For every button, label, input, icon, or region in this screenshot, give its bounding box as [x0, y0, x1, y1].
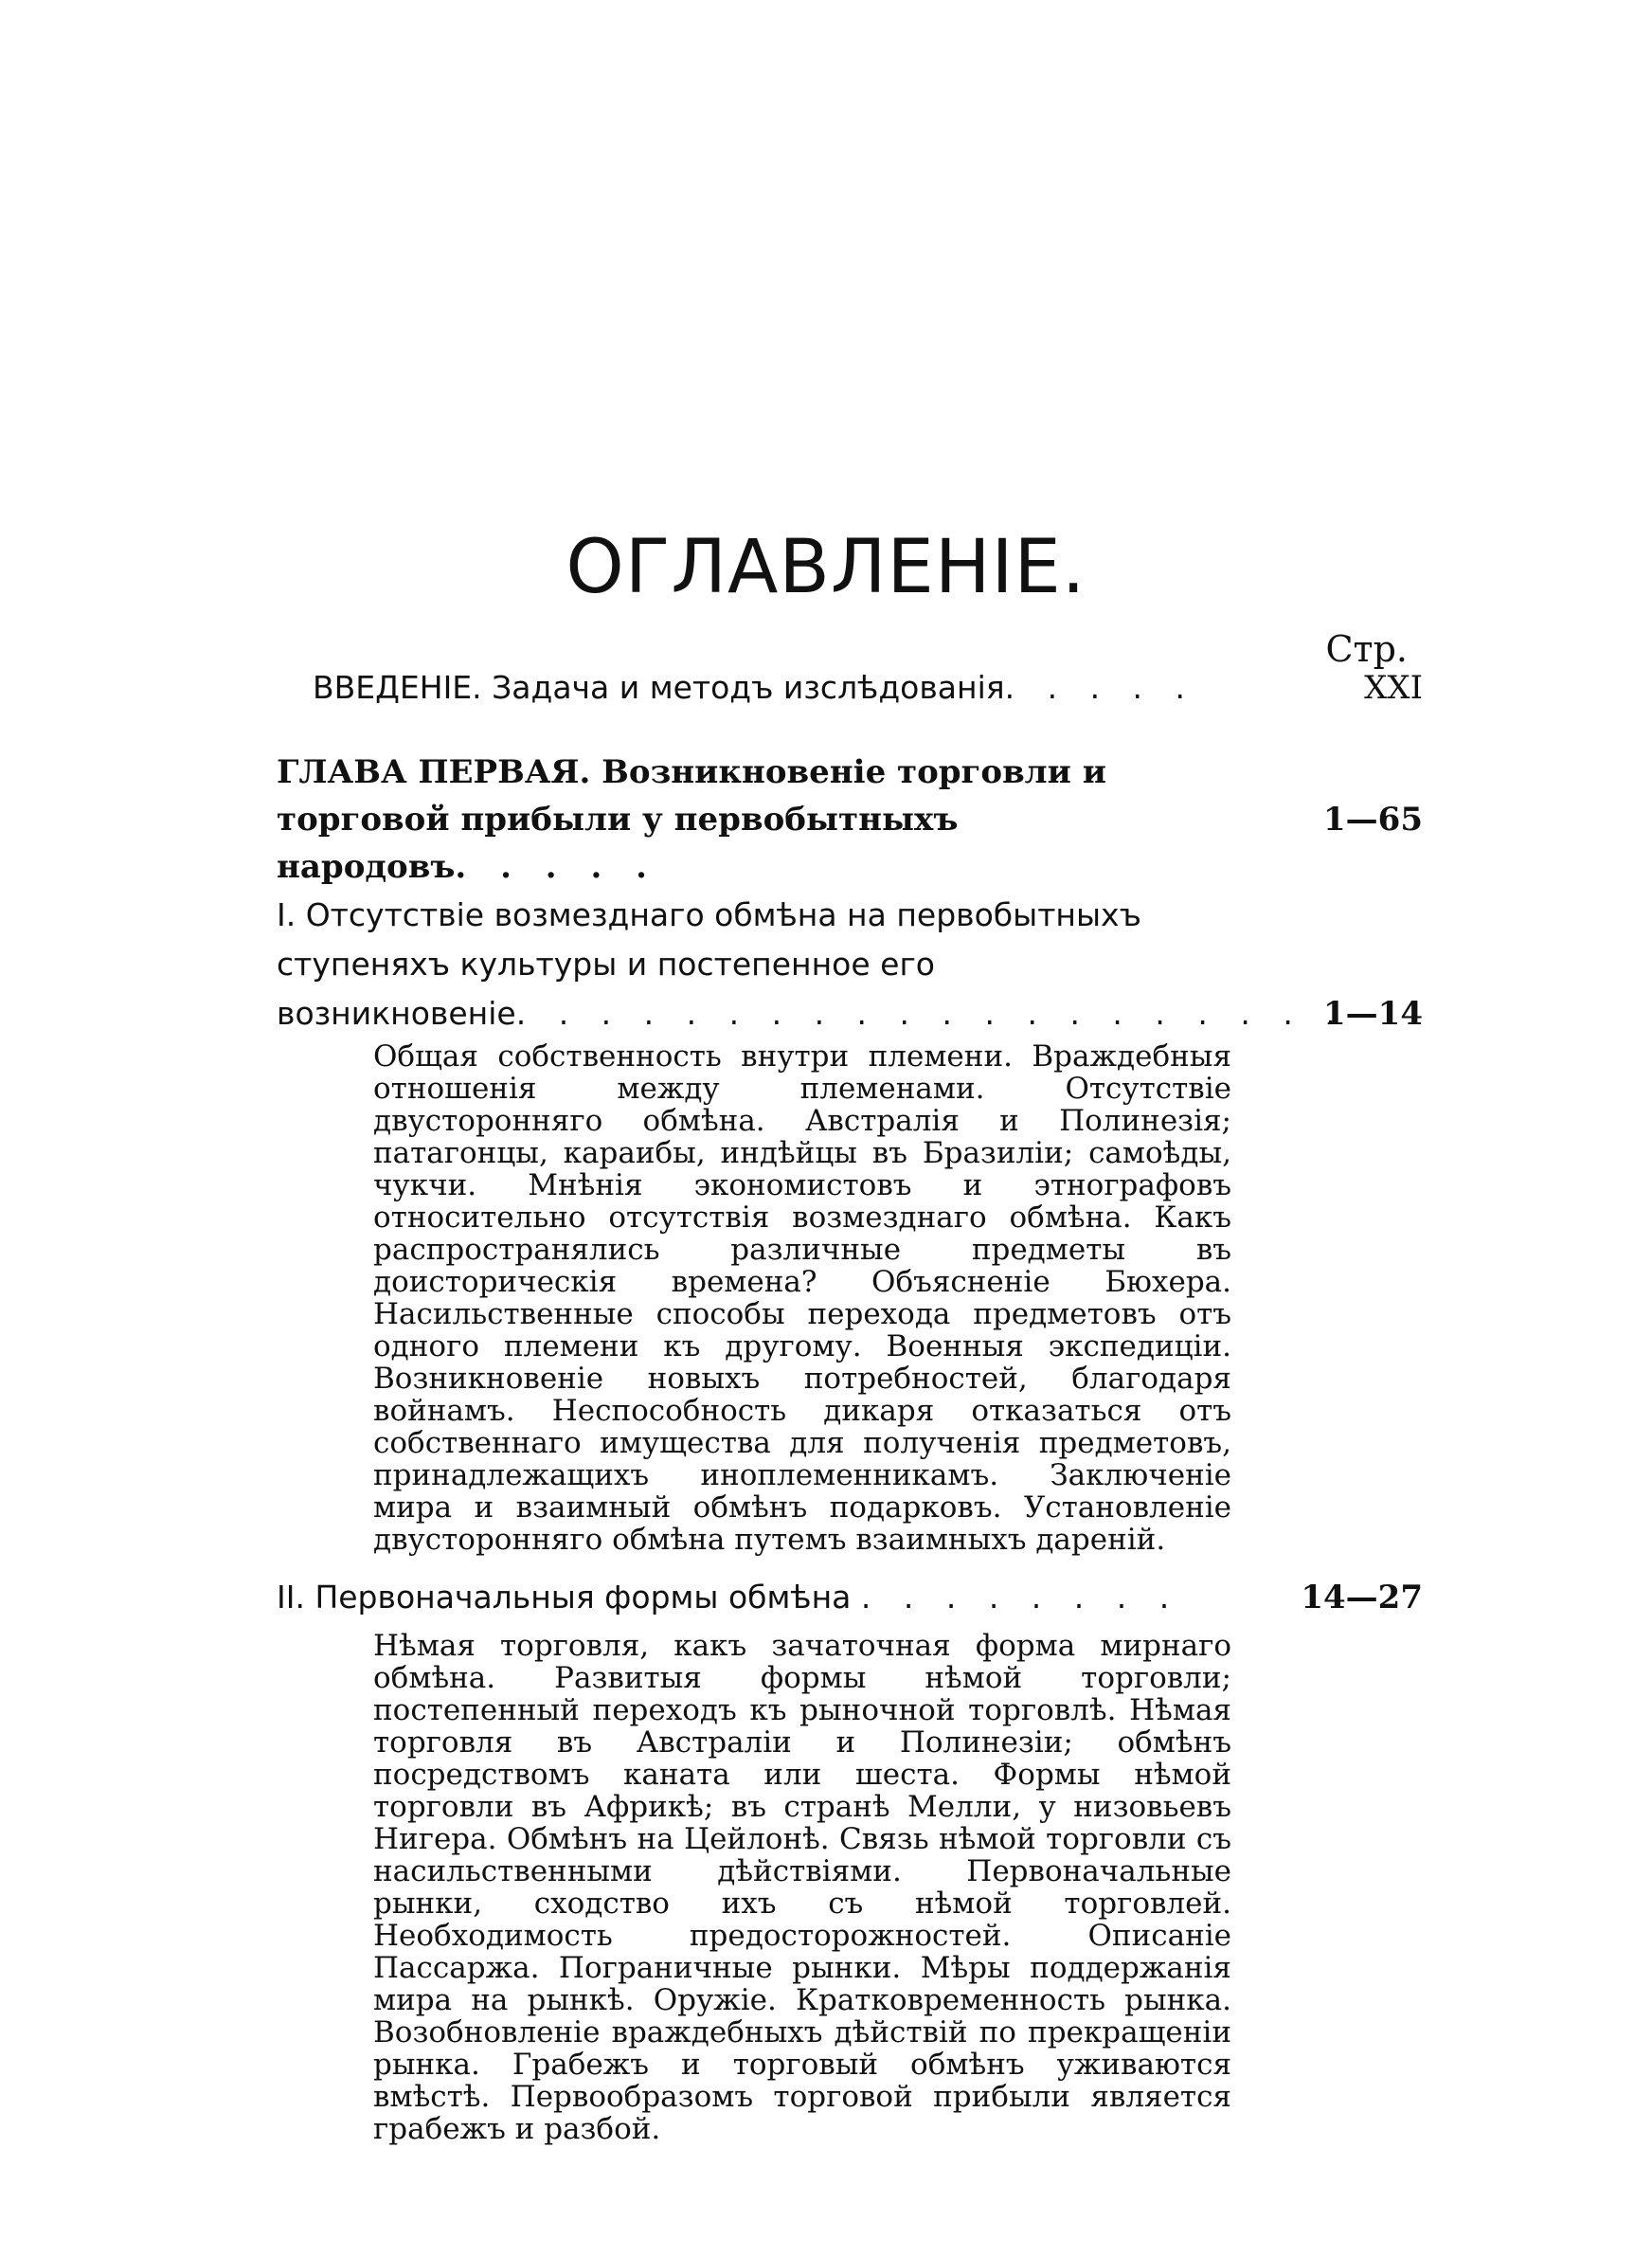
toc-intro-pages: XXI [1364, 669, 1423, 707]
toc-entry-section-one [277, 891, 1423, 1033]
leader-dots: . . . . . . . . [860, 1579, 1181, 1616]
toc-section-two-text [277, 1573, 1214, 1622]
toc-section-one-title: I. Отсутствіе возмезднаго обмѣна на первобытныхъ ступеняхъ культуры и постепенное его возникновеніе [277, 896, 1141, 1032]
toc-intro-title: ВВЕДЕНІЕ. Задача и методъ изслѣдованія [313, 669, 1005, 706]
leader-dots: . . . . . . . . . . . . . . . . . . . . [515, 995, 1347, 1032]
toc-entry-chapter-one [277, 749, 1423, 886]
toc-entry-intro [277, 663, 1423, 720]
section-two-summary: Нѣмая торговля, какъ зачаточная форма мирнаго обмѣна. Развитыя формы нѣмой торговли; постепенный переходъ къ рыночной торговлѣ. Нѣмая торговля въ Австраліи и Полинезіи; обмѣнъ посредствомъ каната или шеста. Формы нѣмой торговли въ Африкѣ; въ странѣ Мелли, у низовьевъ Нигера. Обмѣнъ на Цейлонѣ. Связь нѣмой торговли съ насильственными дѣйствіями. Первоначальные рынки, сходство ихъ съ нѣмой торговлей. Необходимость предосторожностей. Описаніе Пассаржа. Пограничные рынки. Мѣры поддержанія мира на рынкѣ. Оружіе. Кратковременность рынка. Возобновленіе враждебныхъ дѣйствій по прекращеніи рынка. Грабежъ и торговый обмѣнъ уживаются вмѣстѣ. Первообразомъ торговой прибыли является грабежъ и разбой. [373, 1629, 1231, 2146]
leader-dots: . . . . . [455, 848, 658, 886]
toc-section-one-pages: 1—14 [1323, 995, 1423, 1033]
toc-entry-intro-text [313, 663, 1214, 713]
toc-chapter-one-title: ГЛАВА ПЕРВАЯ. Возникновеніе торговли и торговой прибыли у первобытныхъ народовъ [277, 753, 1106, 886]
page-title: ОГЛАВЛЕНІЕ. [566, 525, 1086, 610]
leader-dots: . . . . . [1004, 669, 1197, 706]
toc-entry-section-two [277, 1573, 1423, 1630]
toc-chapter-one-text [277, 749, 1214, 891]
page-column-label: Стр. [1325, 628, 1408, 670]
toc-section-one-text [277, 891, 1347, 1038]
toc-chapter-one-pages: 1—65 [1323, 801, 1423, 839]
toc-section-two-title: II. Первоначальныя формы обмѣна [277, 1579, 852, 1616]
toc-section-two-pages: 14—27 [1301, 1579, 1423, 1616]
section-one-summary: Общая собственность внутри племени. Враждебныя отношенія между племенами. Отсутствіе двусторонняго обмѣна. Австралія и Полинезія; патагонцы, караибы, индѣйцы въ Бразиліи; самоѣды, чукчи. Мнѣнія экономистовъ и этнографовъ относительно отсутствія возмезднаго обмѣна. Какъ распространялись различные предметы въ доисторическія времена? Объясненіе Бюхера. Насильственные способы перехода предметовъ отъ одного племени къ другому. Военныя экспедиціи. Возникновеніе новыхъ потребностей, благодаря войнамъ. Неспособность дикаря отказаться отъ собственнаго имущества для полученія предметовъ, принадлежащихъ иноплеменникамъ. Заключеніе мира и взаимный обмѣнъ подарковъ. Установленіе двусторонняго обмѣна путемъ взаимныхъ дареній. [373, 1039, 1231, 1557]
